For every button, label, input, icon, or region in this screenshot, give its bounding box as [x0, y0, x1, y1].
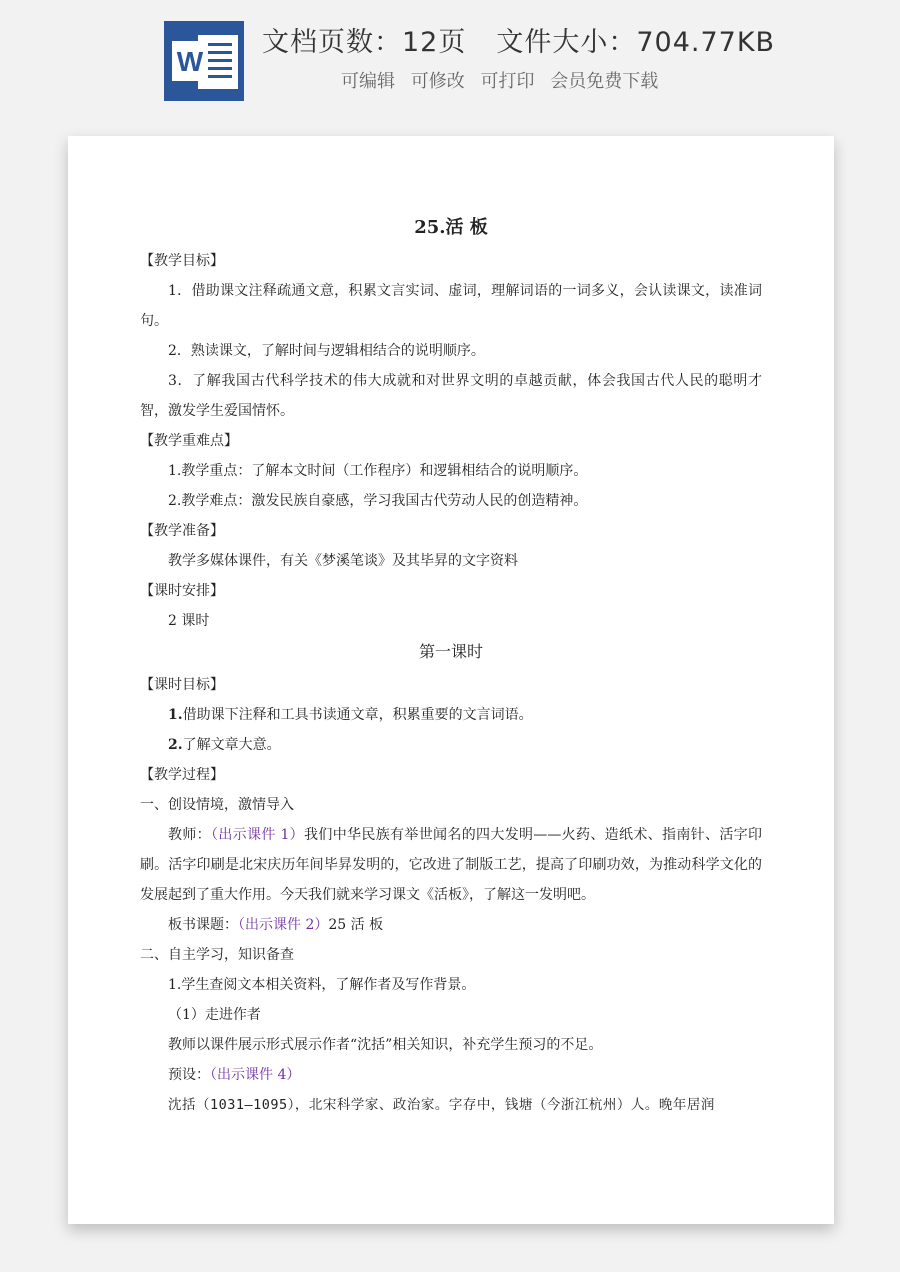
preset-prefix: 预设： — [168, 1067, 210, 1083]
key-point-item: 1.教学重点：了解本文时间（工作程序）和逻辑相结合的说明顺序。 — [168, 463, 588, 479]
preset-line — [140, 1060, 762, 1090]
board-title-line — [140, 910, 762, 940]
lesson-goal-item — [140, 730, 762, 760]
courseware-tag: （出示课件 2） — [238, 917, 329, 933]
schedule-heading: 【课时安排】 — [140, 583, 224, 599]
lesson-goal-number: 1. — [168, 707, 183, 723]
key-points-heading: 【教学重难点】 — [140, 433, 238, 449]
courseware-tag: （出示课件 1） — [211, 827, 305, 843]
page-count: 文档页数：12页 — [262, 27, 467, 58]
board-prefix: 板书课题： — [168, 917, 238, 933]
lesson-goal-text: 借助课下注释和工具书读通文章，积累重要的文言词语。 — [182, 707, 533, 723]
goals-heading: 【教学目标】 — [140, 253, 224, 269]
word-document-icon — [164, 21, 244, 101]
tag-member-download[interactable]: 会员免费下载 — [550, 71, 659, 92]
author-bio: 沈括（1031—1095），北宋科学家、政治家。字存中，钱塘（今浙江杭州）人。晚年居润 — [168, 1097, 715, 1113]
lesson-goal-number: 2. — [168, 737, 183, 753]
study-description: 教师以课件展示形式展示作者“沈括”相关知识，补充学生预习的不足。 — [168, 1037, 603, 1053]
document-title: 25.活 板 — [414, 217, 488, 238]
goal-item: 3．了解我国古代科学技术的伟大成就和对世界文明的卓越贡献，体会我国古代人民的聪明才智，激发学生爱国情怀。 — [140, 373, 762, 419]
board-text: 25 活 板 — [328, 917, 384, 933]
tag-editable: 可编辑 — [341, 71, 395, 92]
section-heading: 二、自主学习，知识备查 — [140, 947, 294, 963]
file-size: 文件大小：704.77KB — [496, 27, 776, 58]
study-item: 1.学生查阅文本相关资料，了解作者及写作背景。 — [168, 977, 476, 993]
prep-text: 教学多媒体课件，有关《梦溪笔谈》及其毕昇的文字资料 — [168, 553, 518, 569]
teacher-text: 我们中华民族有举世闻名的四大发明——火药、造纸术、指南针、活字印刷。活字印刷是北宋庆历年间毕昇发明的，它改进了制版工艺，提高了印刷功效，为推动科学文化的发展起到了重大作用。今天我们就来学习课文《活板》，了解这一发明吧。 — [140, 827, 763, 903]
tag-modifiable: 可修改 — [410, 71, 465, 92]
lesson-goals-heading: 【课时目标】 — [140, 677, 224, 693]
document-content — [140, 212, 762, 1120]
section-heading: 一、创设情境，激情导入 — [140, 797, 294, 813]
goal-item: 1．借助课文注释疏通文意，积累文言实词、虚词，理解词语的一词多义，会认读课文，读准词句。 — [140, 283, 762, 329]
study-subitem: （1）走进作者 — [168, 1007, 261, 1023]
tag-printable: 可打印 — [480, 71, 535, 92]
schedule-text: 2 课时 — [168, 613, 210, 629]
lesson-goal-text: 了解文章大意。 — [182, 737, 281, 753]
courseware-tag: （出示课件 4） — [210, 1067, 301, 1083]
lesson-goal-item — [140, 700, 762, 730]
document-page — [68, 136, 834, 1224]
teacher-paragraph — [140, 820, 762, 910]
process-heading: 【教学过程】 — [140, 767, 224, 783]
goal-item: 2．熟读课文，了解时间与逻辑相结合的说明顺序。 — [168, 343, 485, 359]
feature-tags — [341, 67, 668, 93]
key-point-item: 2.教学难点：激发民族自豪感，学习我国古代劳动人民的创造精神。 — [168, 493, 588, 509]
lesson-title: 第一课时 — [418, 642, 483, 661]
file-info — [262, 20, 775, 59]
teacher-prefix: 教师： — [168, 827, 211, 843]
svg-text:W: W — [176, 46, 204, 77]
download-banner — [0, 0, 900, 120]
prep-heading: 【教学准备】 — [140, 523, 224, 539]
